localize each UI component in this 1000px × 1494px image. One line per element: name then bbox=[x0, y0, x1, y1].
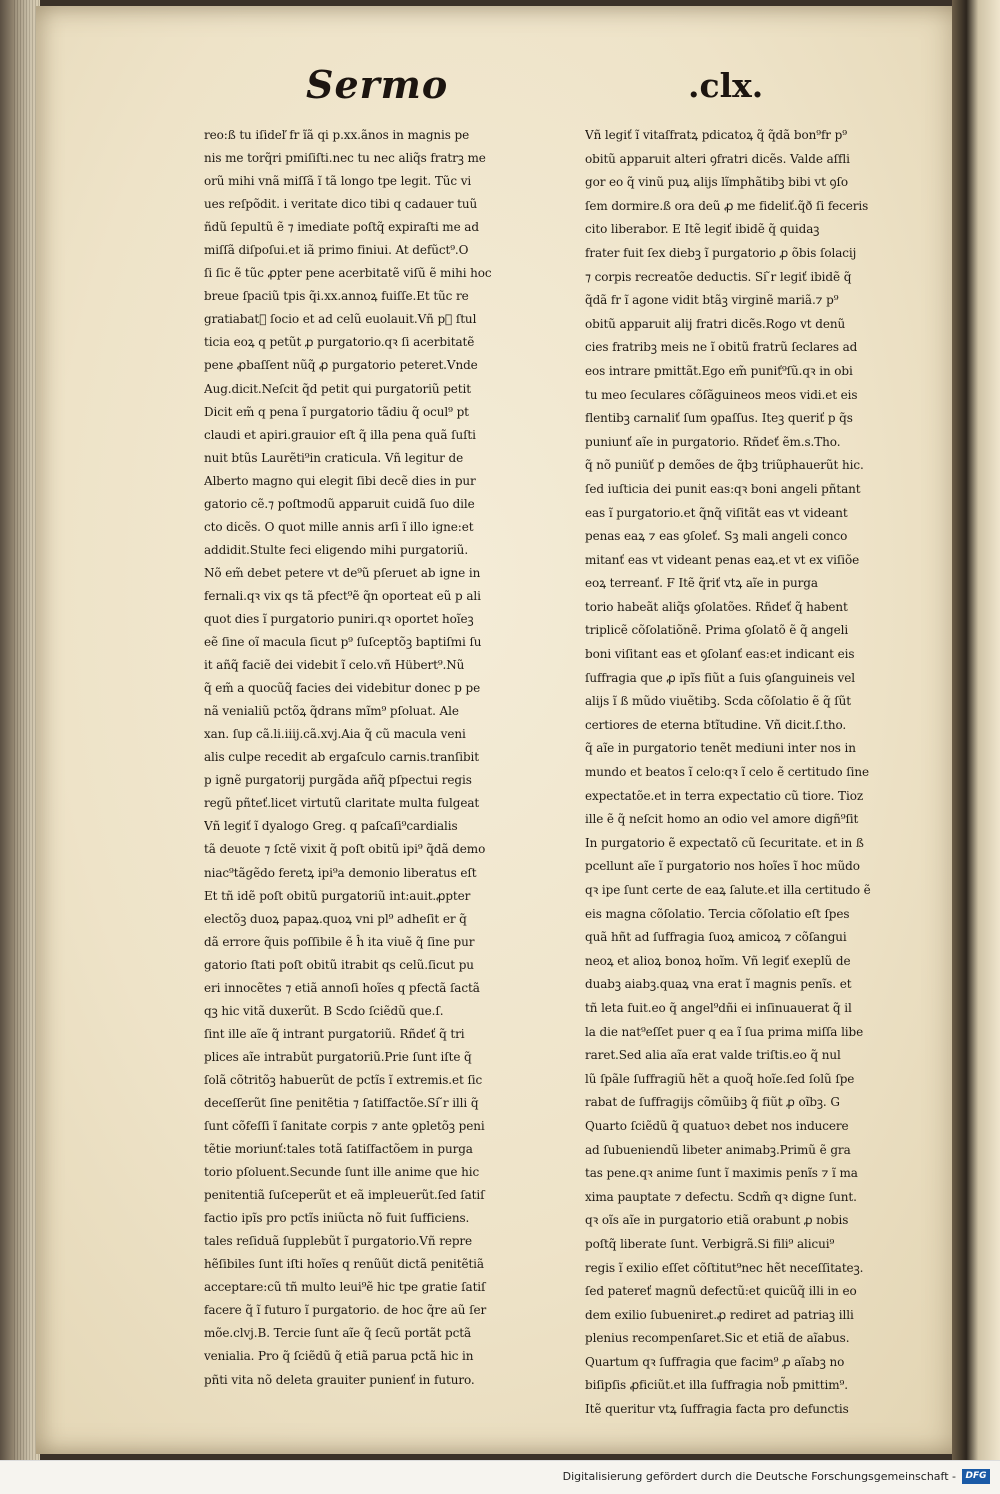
text-line: facere q̃ ĩ futuro ĩ purgatorio. de hoc q̃re aũ ſer bbox=[204, 1303, 487, 1318]
text-line: Itẽ queritur vtꝝ ſuffragia facta pro defunctis bbox=[585, 1402, 849, 1417]
text-line: Quarto ſciẽdũ q̃ quatuoꝛ debet nos inducere bbox=[585, 1118, 849, 1133]
text-line: regũ pñteť.licet virtutũ claritate multa fulgeat bbox=[204, 796, 480, 811]
text-line: ⁊ corpis recreatõe deductis. Si ̃r legiť ibidẽ q̃ bbox=[585, 269, 852, 284]
text-line: Alberto magno qui elegit ſibi decẽ dies in pur bbox=[204, 473, 476, 488]
text-line: penas eaꝝ ⁊ eas ꝯſoleť. Sꝫ mali angeli conco bbox=[585, 529, 848, 544]
text-line: q̃ em̃ a quocũq̃ facies dei videbitur donec p pe bbox=[204, 681, 481, 696]
text-line: ſi ſic ẽ tũc ꝓpter pene acerbitatẽ viſũ ẽ mihi hoc bbox=[204, 266, 492, 281]
text-line: frater fuit ſex diebꝫ ĩ purgatorio ꝓ õbis ſolacij bbox=[585, 245, 857, 260]
text-line: tñ leta fuit.eo q̃ angel⁹dñi ei inſinuauerat q̃ il bbox=[585, 1000, 852, 1015]
text-line: duabꝫ aiabꝫ.quaꝝ vna erat ĩ magnis penĩs. et bbox=[585, 977, 852, 992]
text-line: tales reſiduã ſupplebũt ĩ purgatorio.Vñ repre bbox=[204, 1234, 473, 1249]
text-line: biſipſis ꝓficiũt.et illa ſuffragia nob̃ pmittim⁹. bbox=[585, 1378, 848, 1393]
text-line: electõꝫ duoꝝ papaꝝ.quoꝝ vni pl⁹ adheſit er q̃ bbox=[204, 911, 467, 926]
text-line: qꝫ hic vitã duxerũt. B Scdo ſciẽdũ que.ſ. bbox=[204, 1003, 444, 1018]
funding-credit: Digitalisierung gefördert durch die Deutsche Forschungsgemeinschaft - bbox=[562, 1470, 956, 1483]
text-line: q̃ nõ puniũť p demões de q̃bꝫ triũphauerũt hic. bbox=[585, 458, 864, 473]
text-line: ſolã cõtritõꝫ habuerũt de pctĩs ĩ extremis.et ſic bbox=[204, 1072, 483, 1087]
text-line: cito liberabor. E Itẽ legiť ibidẽ q̃ quidaꝫ bbox=[585, 222, 820, 237]
text-line: neoꝝ et alioꝝ bonoꝝ hoĩm. Vñ legiť exeplũ de bbox=[585, 953, 851, 968]
dfg-logo: DFG bbox=[962, 1469, 990, 1484]
text-column-right bbox=[585, 124, 935, 1422]
text-line: factio ipĩs pro pctĩs iniũcta nõ fuit ſufficiens. bbox=[204, 1211, 470, 1226]
text-line: eis magna cõſolatio. Tercia cõſolatio eſt ſpes bbox=[585, 906, 850, 921]
text-line: hẽſibiles ſunt iſti hoĩes q renũũt dictã penitẽtiã bbox=[204, 1257, 484, 1272]
text-line: dã errore q̃uis poſſibile ẽ ĥ ita viuẽ q̃ ſine pur bbox=[204, 934, 475, 949]
text-line: niac⁹tãgẽdo feretꝝ ipi⁹a demonio liberatus eſt bbox=[204, 865, 477, 880]
text-line: In purgatorio ẽ expectatõ cũ ſecuritate. et in ß bbox=[585, 835, 864, 850]
text-line: ñdũ ſepultũ ẽ ⁊ imediate poſtq̃ expiraſti me ad bbox=[204, 220, 479, 235]
text-line: tã deuote ⁊ ſctẽ vixit q̃ poſt obitũ ipi⁹ q̃dã demo bbox=[204, 842, 486, 857]
text-line: addidit.Stulte feci eligendo mihi purgatoriũ. bbox=[204, 542, 469, 557]
text-line: boni viſitant eas et ꝯſolanť eas:et indicant eis bbox=[585, 647, 855, 662]
text-line: cies fratribꝫ meis ne ĩ obitũ fratrũ ſeclares ad bbox=[585, 340, 858, 355]
text-line: quot dies ĩ purgatorio puniri.qꝛ oportet hoĩeꝫ bbox=[204, 611, 474, 626]
text-line: pcellunt aĩe ĩ purgatorio nos hoĩes ĩ hoc mũdo bbox=[585, 859, 860, 874]
text-line: eri innocẽtes ⁊ etiã annoſi hoĩes q pfectã ſactã bbox=[204, 980, 480, 995]
text-line: ſed iuſticia dei punit eas:qꝛ boni angeli pñtant bbox=[585, 481, 861, 496]
text-line: miſſã diſpoſui.et iã primo finiui. At defũct⁹.O bbox=[204, 243, 469, 258]
text-line: tẽtie moriunť:tales totã ſatiſfactõem in purga bbox=[204, 1142, 473, 1157]
text-line: Nõ em̃ debet petere vt de⁹ũ pſeruet ab igne in bbox=[204, 565, 481, 580]
text-line: xan. ſup cã.li.iiij.cã.xvj.Aia q̃ cũ macula veni bbox=[204, 727, 466, 742]
text-line: claudi et apiri.grauior eſt q̃ illa pena quã ſuſti bbox=[204, 427, 476, 442]
text-line: Vñ legiť ĩ vitaſfratꝝ pdicatoꝝ q̃ q̃dã bon⁹fr p⁹ bbox=[585, 128, 847, 142]
text-line: obitũ apparuit alteri ꝯfratri dicẽs. Valde aſfli bbox=[585, 151, 850, 166]
text-line: plices aĩe intrabũt purgatoriũ.Prie ſunt iſte q̃ bbox=[204, 1049, 472, 1064]
text-line: ues reſpõdit. i veritate dico tibi q cadauer tuũ bbox=[204, 197, 478, 212]
text-line: nuit btũs Laurẽti⁹in craticula. Vñ legitur de bbox=[204, 450, 464, 465]
text-line: breue ſpaciũ tpis q̃i.xx.annoꝝ fuiſſe.Et tũc re bbox=[204, 289, 469, 304]
text-line: pene ꝓbaſſent nũq̃ ꝓ purgatorio peteret.Vnde bbox=[204, 358, 478, 373]
text-line: eas ĩ purgatorio.et q̃nq̃ viſitãt eas vt videant bbox=[585, 505, 848, 520]
folio-number: .clx. bbox=[688, 66, 764, 105]
text-line: nã venialiũ pctõꝝ q̃drans mĩm⁹ pſoluat. Ale bbox=[204, 704, 459, 719]
text-line: tas pene.qꝛ anime ſunt ĩ maximis penĩs ⁊ ĩ ma bbox=[585, 1166, 858, 1181]
text-line: orũ mihi vnã miſſã ĩ tã longo tpe legit. Tũc vi bbox=[204, 174, 472, 189]
text-line: deceſſerũt ſine penitẽtia ⁊ ſatiſfactõe.Si ̃r illi q̃ bbox=[204, 1095, 479, 1110]
text-line: dem exilio ſubueniret.ꝓ rediret ad patriaꝫ illi bbox=[585, 1307, 854, 1322]
text-line: triplicẽ cõſolatiõnẽ. Prima ꝯſolatõ ẽ q̃ angeli bbox=[585, 623, 849, 638]
text-line: qꝛ oĩs aĩe in purgatorio etiã orabunt ꝓ nobis bbox=[585, 1213, 849, 1228]
text-line: pñti vita nõ deleta grauiter punienť in futuro. bbox=[204, 1372, 475, 1387]
text-line: cto dicẽs. O quot mille annis arſi ĩ illo igne:et bbox=[204, 519, 474, 534]
text-column-left bbox=[204, 124, 554, 1392]
text-line: Aug.dicit.Neſcit q̃d petit qui purgatoriũ petit bbox=[204, 381, 471, 396]
text-line: certiores de eterna btĩtudine. Vñ dicit.ſ.tho. bbox=[585, 717, 847, 732]
text-line: regis ĩ exilio eſſet cõſtitut⁹nec hẽt neceſſitateꝫ. bbox=[585, 1260, 864, 1275]
text-line: penitentiã ſuſceperũt et eã impleuerũt.ſed ſatiſ bbox=[204, 1188, 485, 1203]
text-line: poſtq̃ liberate ſunt. Verbigrã.Si fili⁹ alicui⁹ bbox=[585, 1236, 835, 1251]
text-line: gatorio cẽ.⁊ poſtmodũ apparuit cuidã ſuo dile bbox=[204, 496, 475, 511]
text-line: mundo et beatos ĩ celo:qꝛ ĩ celo ẽ certitudo ſine bbox=[585, 765, 869, 780]
text-line: rabat de ſuffragijs cõmũibꝫ q̃ fiũt ꝓ oĩbꝫ. G bbox=[585, 1095, 840, 1110]
text-line: it añq̃ faciẽ dei videbit ĩ celo.vñ Hübert⁹.Nũ bbox=[204, 658, 465, 673]
text-line: ſem dormire.ß ora deũ ꝓ me fideliť.q̃ð ſi feceris bbox=[585, 198, 869, 213]
text-line: expectatõe.et in terra expectatio cũ tiore. Tioz bbox=[585, 788, 864, 803]
text-line: obitũ apparuit alij fratri dicẽs.Rogo vt denũ bbox=[585, 316, 846, 331]
text-line: la die nat⁹eſſet puer q ea ĩ ſua prima miſſa libe bbox=[585, 1024, 864, 1039]
text-line: ſint ille aĩe q̃ intrant purgatoriũ. Rñdeť q̃ tri bbox=[204, 1026, 465, 1041]
text-line: torio habeãt aliq̃s ꝯſolatões. Rñdeť q̃ habent bbox=[585, 599, 848, 614]
text-line: xima pauptate ⁊ defectu. Scdm̃ qꝛ digne ſunt. bbox=[585, 1189, 857, 1204]
text-line: p ignẽ purgatorij purgãda añq̃ pſpectui regis bbox=[204, 773, 472, 788]
running-header-left: Sermo bbox=[306, 62, 449, 107]
text-line: eẽ ſine oĩ macula ſicut p⁹ ſuſceptõꝫ baptiſmi ſu bbox=[204, 635, 482, 650]
text-line: reo:ß tu iſideľ fr ĩã qi p.xx.ãnos in magnis pe bbox=[204, 128, 470, 142]
text-line: raret.Sed alia aĩa erat valde triſtis.eo q̃ nul bbox=[585, 1048, 841, 1063]
footer-bar bbox=[0, 1460, 1000, 1494]
text-line: Vñ legiť ĩ dyalogo Greg. q paſcaſi⁹cardialis bbox=[204, 819, 458, 834]
text-line: gor eo q̃ vinũ puꝝ alijs lĩmphãtibꝫ bibi vt ꝯſo bbox=[585, 175, 848, 190]
text-line: q̃ aĩe in purgatorio tenẽt mediuni inter nos in bbox=[585, 741, 856, 756]
text-line: ſuffragia que ꝓ ipĩs fiũt a ſuis ꝯſanguineis vel bbox=[585, 670, 855, 685]
text-line: ſunt cõfeſſi ĩ ſanitate corpis ⁊ ante ꝯpletõꝫ peni bbox=[204, 1119, 485, 1134]
text-line: flentibꝫ carnaliť ſum ꝯpaſſus. Iteꝫ queriť p q̃s bbox=[585, 411, 853, 426]
text-line: mõe.clvj.B. Tercie ſunt aĩe q̃ ſecũ portãt pctã bbox=[204, 1326, 472, 1341]
text-line: venialia. Pro q̃ ſciẽdũ q̃ etiã parua pctã hic in bbox=[204, 1349, 474, 1364]
text-line: gratiabatᷣ ſocio et ad celũ euolauit.Vñ pꝫ ſtul bbox=[204, 312, 477, 327]
text-line: alis culpe recedit ab ergaſculo carnis.tranſibit bbox=[204, 750, 480, 765]
text-line: q̃dã fr ĩ agone vidit btãꝫ virginẽ mariã.⁊ p⁹ bbox=[585, 293, 839, 308]
text-line: ad ſubueniendũ libeter animabꝫ.Primũ ẽ gra bbox=[585, 1142, 851, 1157]
text-line: Dicit em̃ q pena ĩ purgatorio tãdiu q̃ ocul⁹ pt bbox=[204, 404, 469, 419]
text-line: fernali.qꝛ vix qs tã pfect⁹ẽ q̃n oporteat eũ p ali bbox=[204, 588, 481, 603]
text-line: mitanť eas vt videant penas eaꝝ.et vt ex viſiõe bbox=[585, 552, 860, 567]
text-line: Quartum qꝛ ſuffragia que facim⁹ ꝓ aĩabꝫ no bbox=[585, 1354, 845, 1369]
text-line: Et tñ idẽ poſt obitũ purgatoriũ int:auit.ꝓpter bbox=[204, 888, 471, 903]
text-line: quã hñt ad ſuffragia ſuoꝝ amicoꝝ ⁊ cõſangui bbox=[585, 930, 847, 945]
text-line: puniunť aĩe in purgatorio. Rñdeť ẽm.s.Tho. bbox=[585, 434, 841, 449]
text-line: eos intrare pmittãt.Ego em̃ puniť⁹ſũ.qꝛ in obi bbox=[585, 363, 853, 378]
text-line: tu meo ſeculares cõſãguineos meos vidi.et eis bbox=[585, 387, 858, 402]
text-line: ticia eoꝝ q petũt ꝓ purgatorio.qꝛ ſi acerbitatẽ bbox=[204, 335, 475, 350]
next-page-edge bbox=[982, 110, 1000, 1260]
text-line: alijs ĩ ß mũdo viuẽtibꝫ. Scda cõſolatio ẽ q̃ ſũt bbox=[585, 694, 851, 709]
text-line: torio pſoluent.Secunde ſunt ille anime que hic bbox=[204, 1165, 480, 1180]
text-line: qꝛ ipe ſunt certe de eaꝝ ſalute.et illa certitudo ẽ bbox=[585, 883, 871, 897]
text-line: ille ẽ q̃ neſcit homo an odio vel amore digñ⁹ſit bbox=[585, 812, 859, 827]
text-line: gatorio ſtati poſt obitũ itrabit qs celũ.ſicut pu bbox=[204, 957, 474, 972]
text-line: lũ ſpãle ſuffragiũ hẽt a quoq̃ hoĩe.ſed ſolũ ſpe bbox=[585, 1071, 855, 1086]
text-line: acceptare:cũ tñ multo leui⁹ẽ hic tpe gratie ſatiſ bbox=[204, 1280, 486, 1295]
text-line: eoꝝ terreanť. F Itẽ q̃riť vtꝝ aĩe in purga bbox=[585, 576, 818, 591]
text-line: nis me torq̃ri pmiſiſti.nec tu nec aliq̃s fratrꝫ me bbox=[204, 151, 486, 166]
text-line: plenius recompenſaret.Sic et etiã de aĩabus. bbox=[585, 1331, 850, 1346]
text-line: ſed patereť magnũ defectũ:et quicũq̃ illi in eo bbox=[585, 1284, 857, 1299]
